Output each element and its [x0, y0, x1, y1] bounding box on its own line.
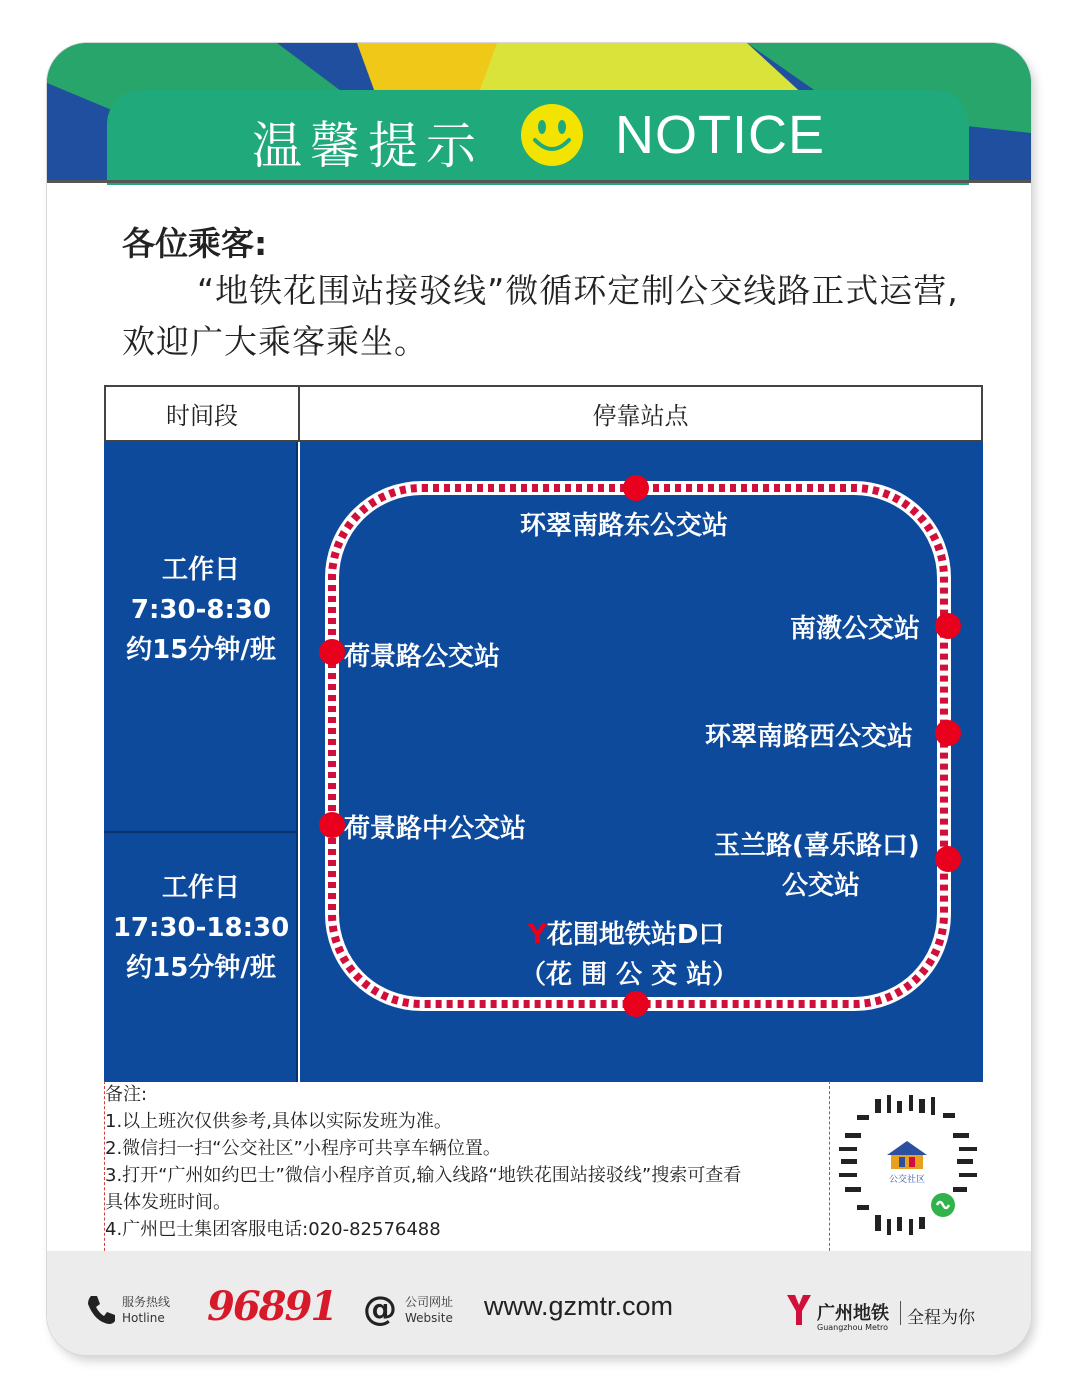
- note-item: 2.微信扫一扫“公交社区”小程序可共享车辆位置。: [105, 1138, 501, 1159]
- brand-divider: [900, 1301, 901, 1325]
- intro-text: “地铁花围站接驳线”微循环定制公交线路正式运营,欢迎广大乘客乘坐。: [122, 271, 959, 361]
- brand-name-en: Guangzhou Metro: [817, 1323, 889, 1332]
- footer: [47, 1251, 1031, 1355]
- hotline-label-cn: 服务热线: [122, 1295, 171, 1309]
- stop-label-right-3b: 公交站: [782, 871, 861, 901]
- stop-label-top: 环翠南路东公交站: [520, 511, 729, 541]
- stop-dot-right-2: [935, 720, 961, 746]
- header-stops: 停靠站点: [298, 385, 983, 442]
- note-item: 1.以上班次仅供参考,具体以实际发班为准。: [105, 1111, 452, 1132]
- banner-divider: [47, 180, 1031, 183]
- slot-time: 17:30-18:30: [112, 913, 290, 943]
- time-slot-evening: [104, 868, 298, 988]
- brand-slogan: 全程为你: [907, 1308, 975, 1328]
- stop-dot-bottom: [623, 991, 649, 1017]
- header-time-period: 时间段: [104, 385, 300, 442]
- stop-label-left-lower: 荷景路中公交站: [344, 814, 527, 844]
- slot-frequency: 约15分钟/班: [126, 953, 276, 983]
- website-url[interactable]: www.gzmtr.com: [484, 1291, 674, 1321]
- notice-card: [47, 43, 1031, 1355]
- slot-time: 7:30-8:30: [130, 595, 272, 625]
- hotline-label-en: Hotline: [122, 1311, 165, 1325]
- notice-banner: [107, 90, 969, 185]
- smiley-face-icon: [519, 102, 585, 168]
- note-item: 具体发班时间。: [105, 1192, 231, 1213]
- schedule-table: [104, 385, 983, 1082]
- note-item: 3.打开“广州如约巴士”微信小程序首页,输入线路“地铁花围站接驳线”搜索可查看: [105, 1165, 742, 1186]
- slot-day: 工作日: [161, 873, 240, 903]
- slot-frequency: 约15分钟/班: [126, 635, 276, 665]
- stop-label-bottom-b: （花 围 公 交 站）: [520, 960, 739, 990]
- time-slot-morning: [104, 550, 298, 670]
- brand-name: 广州地铁: [817, 1303, 889, 1324]
- notes-title: 备注:: [105, 1084, 148, 1105]
- at-icon: @: [363, 1289, 397, 1329]
- hotline-number[interactable]: 96891: [207, 1283, 337, 1330]
- qr-label: 公交社区: [888, 1175, 926, 1185]
- stop-dot-right-1: [935, 613, 961, 639]
- stop-dot-left-upper: [319, 639, 345, 665]
- stop-label-left-upper: 荷景路公交站: [344, 642, 501, 672]
- banner-title-en: NOTICE: [615, 105, 826, 165]
- stop-label-right-3a: 玉兰路(喜乐路口): [714, 831, 920, 861]
- note-item: 4.广州巴士集团客服电话:020-82576488: [105, 1219, 441, 1240]
- website-label-en: Website: [405, 1311, 453, 1325]
- metro-logo-icon: Y: [528, 920, 547, 950]
- stop-label-bottom-a: Y花围地铁站D口: [528, 920, 725, 950]
- guangzhou-metro-logo-icon: [785, 1293, 813, 1327]
- time-column: [104, 442, 298, 1082]
- stop-label-right-1: 南漖公交站: [790, 614, 921, 644]
- notes-box: [104, 1081, 830, 1261]
- greeting: 各位乘客:: [122, 224, 268, 263]
- website-label-cn: 公司网址: [405, 1295, 454, 1309]
- stop-dot-left-lower: [319, 812, 345, 838]
- slot-day: 工作日: [161, 555, 240, 585]
- time-separator: [104, 831, 298, 833]
- stop-dot-top: [623, 475, 649, 501]
- stop-label-right-2: 环翠南路西公交站: [705, 722, 914, 752]
- stop-dot-right-3: [935, 846, 961, 872]
- banner-title-cn: 温馨提示: [252, 117, 484, 175]
- phone-icon: [85, 1293, 117, 1325]
- mini-program-qr-code[interactable]: [835, 1093, 980, 1238]
